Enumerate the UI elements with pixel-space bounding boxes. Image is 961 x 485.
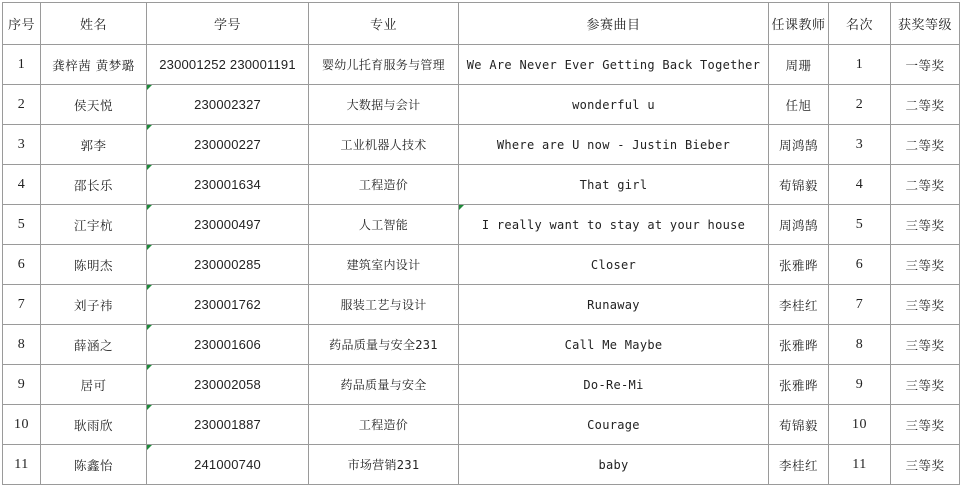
table-row <box>3 205 960 245</box>
cell-major[interactable]: 工程造价 <box>309 165 459 205</box>
cell-song[interactable]: baby <box>459 445 769 485</box>
cell-song[interactable]: Where are U now - Justin Bieber <box>459 125 769 165</box>
cell-teacher[interactable]: 周鸿鹄 <box>769 205 829 245</box>
cell-award[interactable]: 二等奖 <box>891 165 960 205</box>
comment-marker-icon <box>147 245 152 250</box>
cell-teacher[interactable]: 李桂红 <box>769 445 829 485</box>
cell-student-id[interactable]: 230002327 <box>147 85 309 125</box>
comment-marker-icon <box>147 365 152 370</box>
cell-teacher[interactable]: 张雅晔 <box>769 245 829 285</box>
cell-award[interactable]: 三等奖 <box>891 325 960 365</box>
cell-rank[interactable]: 10 <box>829 405 891 445</box>
cell-major[interactable]: 婴幼儿托育服务与管理 <box>309 45 459 85</box>
cell-name[interactable]: 龚梓茜 黄梦璐 <box>41 45 147 85</box>
cell-index[interactable]: 3 <box>3 125 41 165</box>
comment-marker-icon <box>147 405 152 410</box>
comment-marker-icon <box>459 205 464 210</box>
cell-rank[interactable]: 3 <box>829 125 891 165</box>
table-row <box>3 285 960 325</box>
cell-major[interactable]: 药品质量与安全 <box>309 365 459 405</box>
cell-major[interactable]: 人工智能 <box>309 205 459 245</box>
cell-song[interactable]: Courage <box>459 405 769 445</box>
cell-index[interactable]: 10 <box>3 405 41 445</box>
cell-name[interactable]: 刘子祎 <box>41 285 147 325</box>
cell-song[interactable]: Runaway <box>459 285 769 325</box>
comment-marker-icon <box>147 325 152 330</box>
cell-student-id[interactable]: 230000227 <box>147 125 309 165</box>
cell-name[interactable]: 薛涵之 <box>41 325 147 365</box>
cell-name[interactable]: 邵长乐 <box>41 165 147 205</box>
cell-song[interactable]: Do-Re-Mi <box>459 365 769 405</box>
cell-teacher[interactable]: 荀锦毅 <box>769 165 829 205</box>
cell-name[interactable]: 郭李 <box>41 125 147 165</box>
cell-award[interactable]: 三等奖 <box>891 365 960 405</box>
cell-rank[interactable]: 7 <box>829 285 891 325</box>
cell-teacher[interactable]: 荀锦毅 <box>769 405 829 445</box>
cell-award[interactable]: 三等奖 <box>891 405 960 445</box>
cell-song[interactable]: Closer <box>459 245 769 285</box>
cell-name[interactable]: 居可 <box>41 365 147 405</box>
cell-major[interactable]: 大数据与会计 <box>309 85 459 125</box>
cell-major[interactable]: 药品质量与安全231 <box>309 325 459 365</box>
cell-song[interactable]: I really want to stay at your house <box>459 205 769 245</box>
cell-index[interactable]: 5 <box>3 205 41 245</box>
cell-song[interactable]: wonderful u <box>459 85 769 125</box>
comment-marker-icon <box>147 285 152 290</box>
table-row <box>3 125 960 165</box>
header-row <box>3 3 960 45</box>
cell-name[interactable]: 陈明杰 <box>41 245 147 285</box>
cell-index[interactable]: 2 <box>3 85 41 125</box>
header-index[interactable]: 序号 <box>3 3 41 45</box>
cell-student-id[interactable]: 230001634 <box>147 165 309 205</box>
cell-song[interactable]: Call Me Maybe <box>459 325 769 365</box>
cell-student-id[interactable]: 230001762 <box>147 285 309 325</box>
cell-student-id[interactable]: 230001252 230001191 <box>147 45 309 85</box>
cell-teacher[interactable]: 周珊 <box>769 45 829 85</box>
cell-name[interactable]: 侯天悦 <box>41 85 147 125</box>
header-major[interactable]: 专业 <box>309 3 459 45</box>
table-row <box>3 45 960 85</box>
cell-name[interactable]: 耿雨欣 <box>41 405 147 445</box>
cell-index[interactable]: 1 <box>3 45 41 85</box>
cell-major[interactable]: 工程造价 <box>309 405 459 445</box>
cell-award[interactable]: 三等奖 <box>891 285 960 325</box>
table-row <box>3 445 960 485</box>
header-teacher[interactable]: 任课教师 <box>769 3 829 45</box>
comment-marker-icon <box>147 445 152 450</box>
cell-song[interactable]: We Are Never Ever Getting Back Together <box>459 45 769 85</box>
cell-student-id[interactable]: 230000285 <box>147 245 309 285</box>
cell-award[interactable]: 二等奖 <box>891 85 960 125</box>
cell-rank[interactable]: 9 <box>829 365 891 405</box>
cell-student-id[interactable]: 230002058 <box>147 365 309 405</box>
cell-index[interactable]: 8 <box>3 325 41 365</box>
comment-marker-icon <box>147 205 152 210</box>
cell-teacher[interactable]: 任旭 <box>769 85 829 125</box>
cell-rank[interactable]: 4 <box>829 165 891 205</box>
cell-index[interactable]: 4 <box>3 165 41 205</box>
header-song[interactable]: 参赛曲目 <box>459 3 769 45</box>
cell-index[interactable]: 9 <box>3 365 41 405</box>
cell-student-id[interactable]: 230001606 <box>147 325 309 365</box>
header-award[interactable]: 获奖等级 <box>891 3 960 45</box>
cell-student-id[interactable]: 241000740 <box>147 445 309 485</box>
cell-award[interactable]: 二等奖 <box>891 125 960 165</box>
cell-name[interactable]: 江宇杭 <box>41 205 147 245</box>
cell-teacher[interactable]: 周鸿鹄 <box>769 125 829 165</box>
cell-major[interactable]: 服装工艺与设计 <box>309 285 459 325</box>
comment-marker-icon <box>147 85 152 90</box>
table-row <box>3 365 960 405</box>
results-table <box>2 2 960 485</box>
table-row <box>3 165 960 205</box>
table-row <box>3 405 960 445</box>
cell-rank[interactable]: 1 <box>829 45 891 85</box>
cell-award[interactable]: 三等奖 <box>891 445 960 485</box>
cell-index[interactable]: 6 <box>3 245 41 285</box>
cell-award[interactable]: 三等奖 <box>891 245 960 285</box>
comment-marker-icon <box>147 165 152 170</box>
cell-song[interactable]: That girl <box>459 165 769 205</box>
cell-name[interactable]: 陈鑫怡 <box>41 445 147 485</box>
table-row <box>3 85 960 125</box>
cell-rank[interactable]: 5 <box>829 205 891 245</box>
header-student-id[interactable]: 学号 <box>147 3 309 45</box>
table-row <box>3 325 960 365</box>
cell-student-id[interactable]: 230001887 <box>147 405 309 445</box>
cell-major[interactable]: 市场营销231 <box>309 445 459 485</box>
cell-rank[interactable]: 11 <box>829 445 891 485</box>
cell-award[interactable]: 三等奖 <box>891 205 960 245</box>
cell-major[interactable]: 建筑室内设计 <box>309 245 459 285</box>
comment-marker-icon <box>147 125 152 130</box>
cell-teacher[interactable]: 张雅晔 <box>769 325 829 365</box>
header-rank[interactable]: 名次 <box>829 3 891 45</box>
cell-teacher[interactable]: 李桂红 <box>769 285 829 325</box>
cell-rank[interactable]: 2 <box>829 85 891 125</box>
cell-rank[interactable]: 8 <box>829 325 891 365</box>
cell-index[interactable]: 7 <box>3 285 41 325</box>
cell-teacher[interactable]: 张雅晔 <box>769 365 829 405</box>
cell-rank[interactable]: 6 <box>829 245 891 285</box>
table-row <box>3 245 960 285</box>
cell-award[interactable]: 一等奖 <box>891 45 960 85</box>
cell-index[interactable]: 11 <box>3 445 41 485</box>
header-name[interactable]: 姓名 <box>41 3 147 45</box>
cell-major[interactable]: 工业机器人技术 <box>309 125 459 165</box>
cell-student-id[interactable]: 230000497 <box>147 205 309 245</box>
